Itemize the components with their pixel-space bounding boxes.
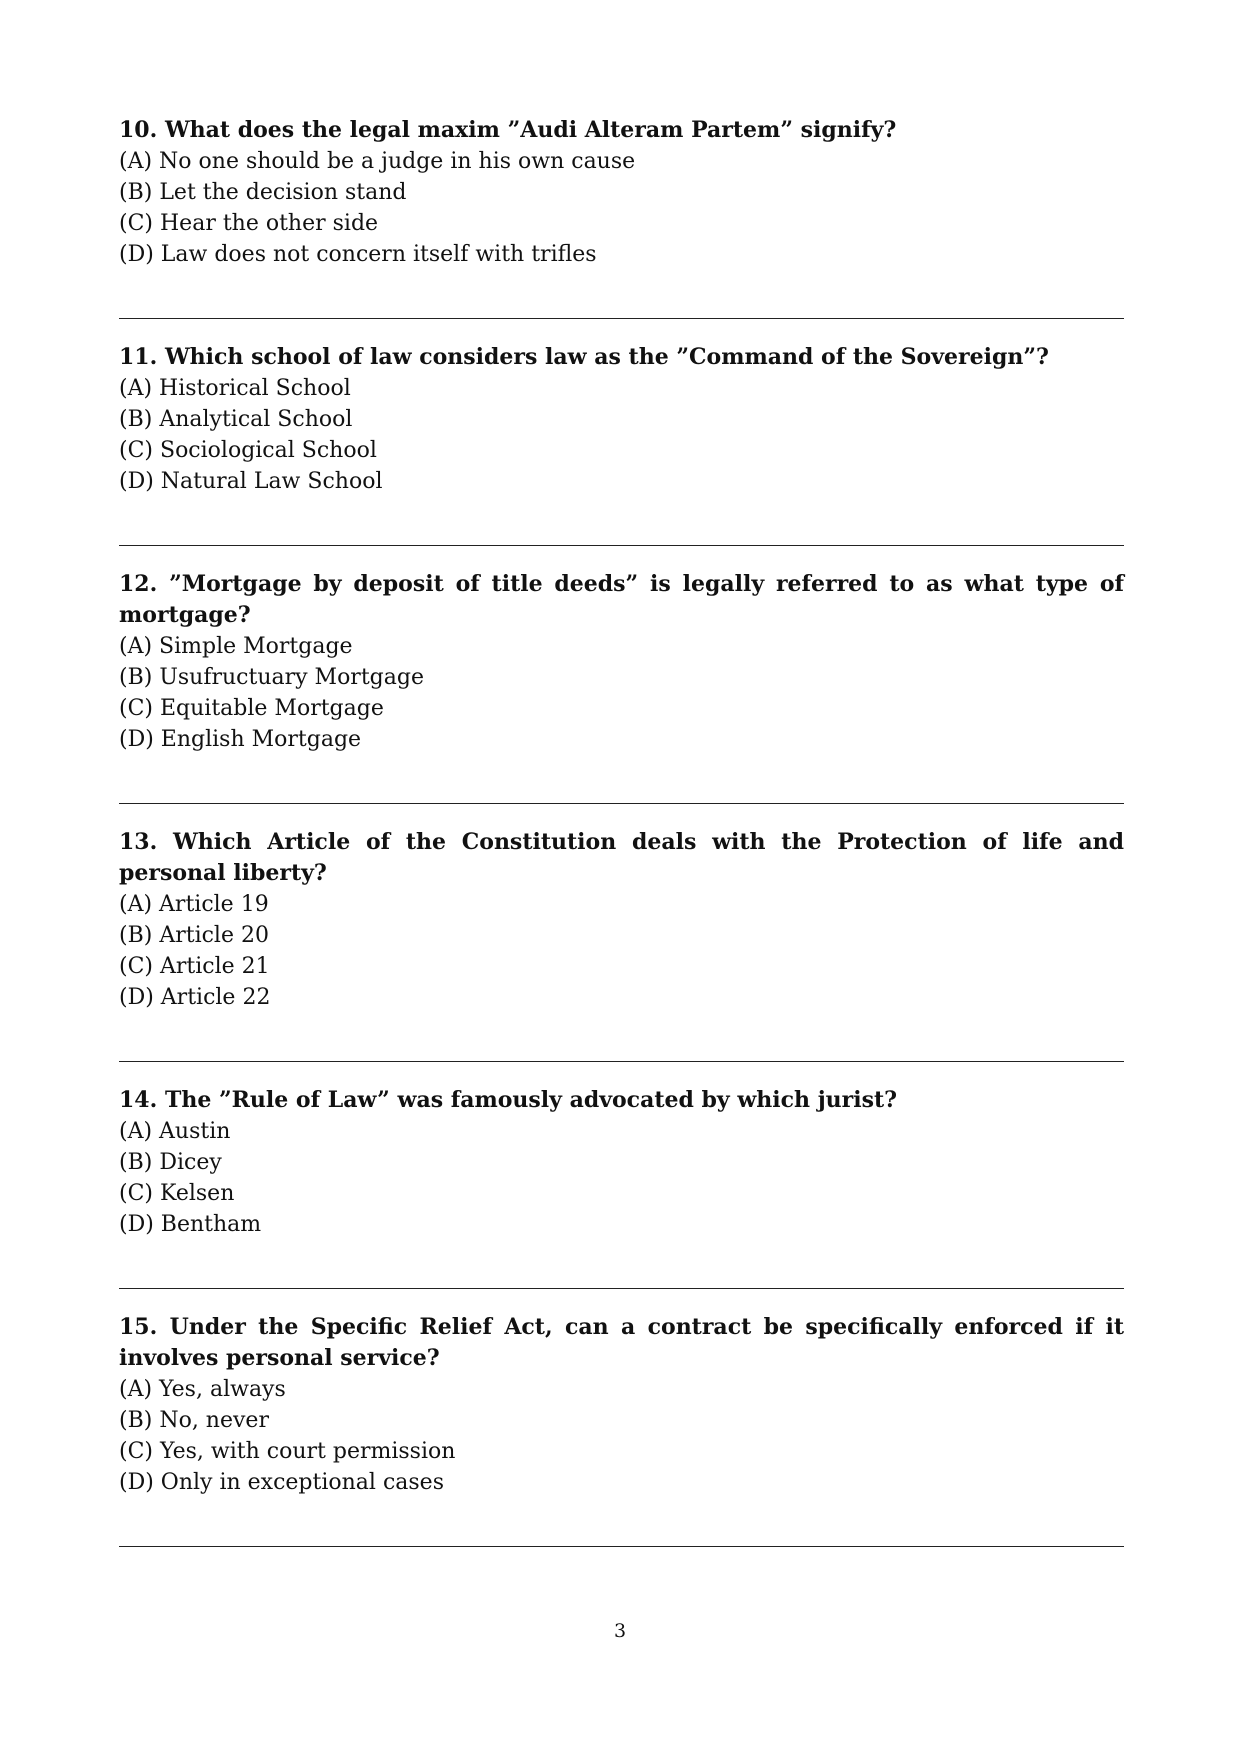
option-c: (C) Yes, with court permission: [119, 1439, 456, 1464]
question-number: 11.: [119, 344, 158, 370]
option-list: [119, 1116, 1124, 1240]
option-b: (B) Article 20: [119, 923, 269, 948]
question-13: [119, 827, 1124, 1013]
question-text: [119, 1312, 1124, 1374]
question-number: 13.: [119, 829, 158, 855]
question-text: [119, 342, 1124, 373]
divider: [119, 1061, 1124, 1062]
question-prompt: ”Mortgage by deposit of title deeds” is legally referred to as what type of mortgage?: [119, 571, 1124, 628]
option-c: (C) Kelsen: [119, 1181, 235, 1206]
question-text: [119, 115, 1124, 146]
question-number: 14.: [119, 1087, 158, 1113]
divider: [119, 803, 1124, 804]
option-d: (D) Bentham: [119, 1212, 262, 1237]
option-a: (A) Historical School: [119, 376, 351, 401]
question-14: [119, 1085, 1124, 1240]
question-number: 12.: [119, 571, 158, 597]
option-b: (B) Analytical School: [119, 407, 353, 432]
question-prompt: Which Article of the Constitution deals with the Protection of life and personal liberty?: [119, 829, 1124, 886]
option-c: (C) Hear the other side: [119, 211, 379, 236]
option-list: [119, 146, 1124, 270]
option-d: (D) English Mortgage: [119, 727, 362, 752]
option-list: [119, 631, 1124, 755]
question-12: [119, 569, 1124, 755]
option-c: (C) Equitable Mortgage: [119, 696, 384, 721]
option-list: [119, 373, 1124, 497]
question-prompt: Which school of law considers law as the ”Command of the Sovereign”?: [164, 344, 1049, 370]
question-10: [119, 115, 1124, 270]
option-d: (D) Law does not concern itself with trifles: [119, 242, 597, 267]
option-c: (C) Sociological School: [119, 438, 377, 463]
question-text: [119, 827, 1124, 889]
divider: [119, 1546, 1124, 1547]
option-d: (D) Article 22: [119, 985, 271, 1010]
option-b: (B) Usufructuary Mortgage: [119, 665, 424, 690]
divider: [119, 545, 1124, 546]
question-text: [119, 1085, 1124, 1116]
question-15: [119, 1312, 1124, 1498]
option-a: (A) No one should be a judge in his own cause: [119, 149, 636, 174]
option-b: (B) Dicey: [119, 1150, 222, 1175]
divider: [119, 1288, 1124, 1289]
option-d: (D) Only in exceptional cases: [119, 1470, 444, 1495]
question-text: [119, 569, 1124, 631]
page-number: 3: [613, 1620, 627, 1642]
option-a: (A) Simple Mortgage: [119, 634, 353, 659]
option-d: (D) Natural Law School: [119, 469, 383, 494]
option-a: (A) Austin: [119, 1119, 231, 1144]
question-number: 10.: [119, 117, 158, 143]
question-prompt: Under the Specific Relief Act, can a contract be specifically enforced if it involves personal service?: [119, 1314, 1124, 1371]
option-list: [119, 1374, 1124, 1498]
question-prompt: What does the legal maxim ”Audi Alteram Partem” signify?: [164, 117, 897, 143]
option-c: (C) Article 21: [119, 954, 270, 979]
option-b: (B) Let the decision stand: [119, 180, 407, 205]
question-prompt: The ”Rule of Law” was famously advocated by which jurist?: [164, 1087, 898, 1113]
option-b: (B) No, never: [119, 1408, 269, 1433]
divider: [119, 318, 1124, 319]
option-a: (A) Article 19: [119, 892, 269, 917]
option-a: (A) Yes, always: [119, 1377, 286, 1402]
question-11: [119, 342, 1124, 497]
question-number: 15.: [119, 1314, 158, 1340]
option-list: [119, 889, 1124, 1013]
